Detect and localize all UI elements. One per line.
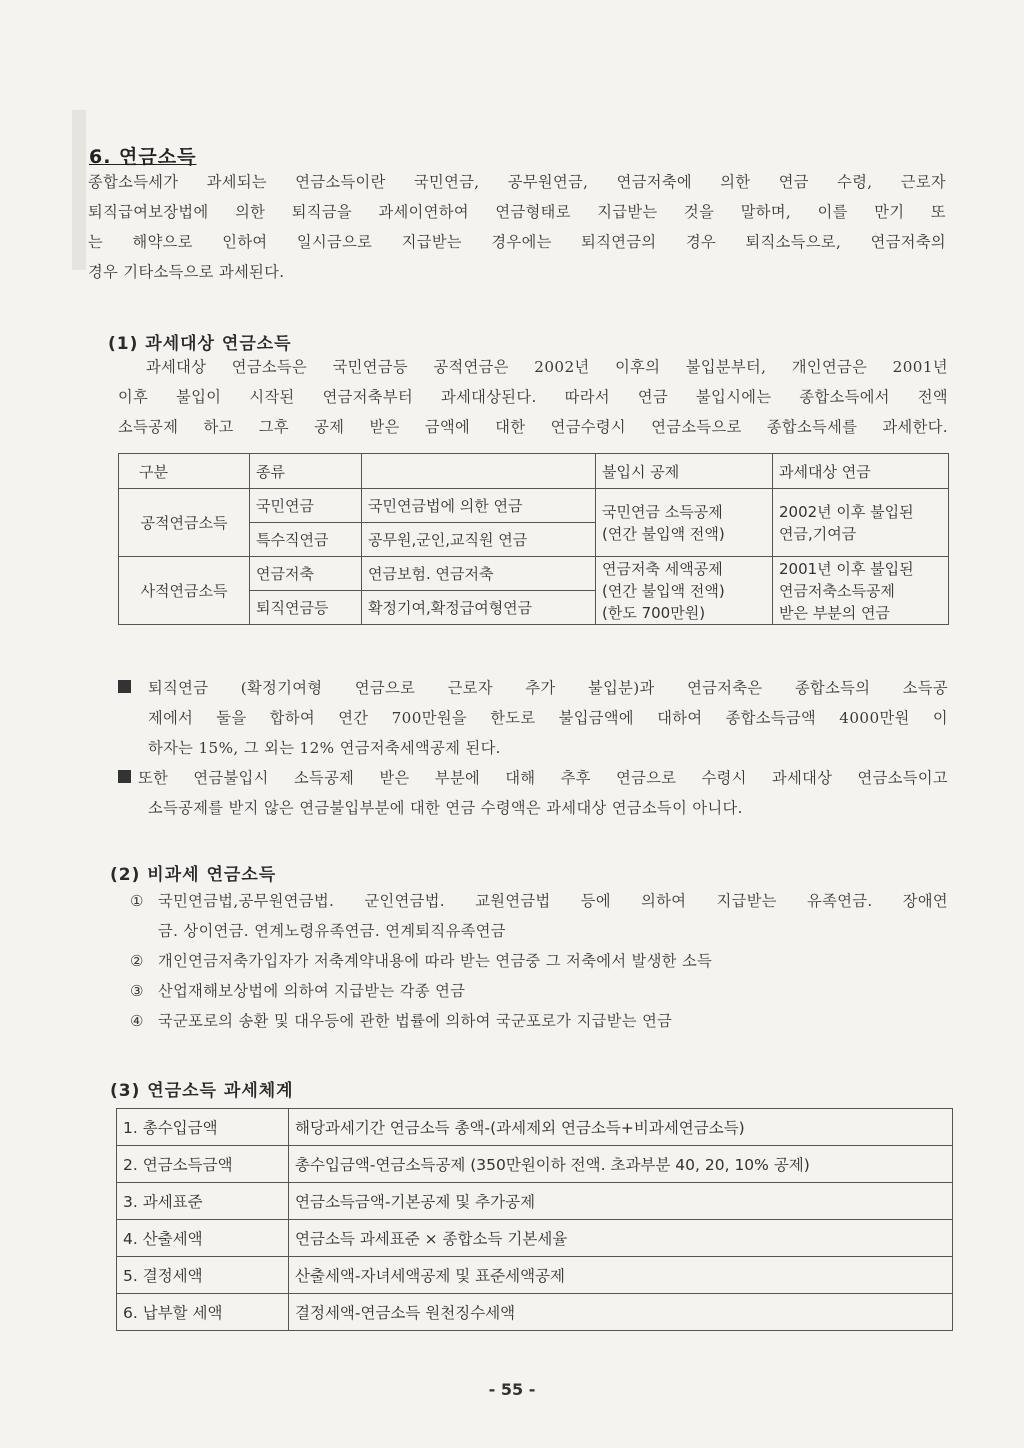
table-row bbox=[117, 1183, 953, 1220]
subsection-1-paragraph bbox=[118, 352, 948, 442]
item-text: 개인연금저축가입자가 저축계약내용에 따라 받는 연금중 그 저축에서 발생한 소득 bbox=[158, 952, 713, 970]
sub1-line: 과세대상 연금소득은 국민연금등 공적연금은 2002년 이후의 불입분부터, 개인연금은 2001년 bbox=[146, 358, 948, 376]
note-item bbox=[118, 673, 948, 763]
note-line: 또한 연금불입시 소득공제 받은 부분에 대해 추후 연금으로 수령시 과세대상 연금소득이고 bbox=[138, 769, 948, 787]
desc-cell: 연금보험. 연금저축 bbox=[362, 557, 596, 591]
square-bullet-icon bbox=[118, 680, 131, 693]
item-number: ② bbox=[130, 952, 145, 970]
intro-line: 는 해약으로 인하여 일시금으로 지급받는 경우에는 퇴직연금의 경우 퇴직소득으로, 연금저축의 bbox=[88, 233, 946, 251]
step-label: 3. 과세표준 bbox=[117, 1183, 289, 1220]
group-label: 사적연금소득 bbox=[119, 557, 250, 625]
item-text: 국군포로의 송환 및 대우등에 관한 법률에 의하여 국군포로가 지급받는 연금 bbox=[158, 1012, 673, 1030]
scan-margin-shade bbox=[72, 110, 86, 270]
item-text: 금. 상이연금. 연계노령유족연금. 연계퇴직유족연금 bbox=[158, 922, 506, 940]
table-row bbox=[117, 1109, 953, 1146]
deduction-cell bbox=[596, 489, 773, 557]
target-line: 연금,기여금 bbox=[779, 524, 857, 543]
table-row bbox=[119, 489, 949, 523]
target-cell bbox=[773, 489, 949, 557]
group-label: 공적연금소득 bbox=[119, 489, 250, 557]
item-text: 산업재해보상법에 의하여 지급받는 각종 연금 bbox=[158, 982, 466, 1000]
header-cell: 과세대상 연금 bbox=[773, 454, 949, 489]
target-cell bbox=[773, 557, 949, 625]
step-desc: 산출세액-자녀세액공제 및 표준세액공제 bbox=[289, 1257, 953, 1294]
target-line: 2001년 이후 불입된 bbox=[779, 559, 914, 578]
header-cell bbox=[362, 454, 596, 489]
tax-structure-table bbox=[116, 1108, 953, 1331]
note-item bbox=[118, 763, 948, 823]
desc-cell: 확정기여,확정급여형연금 bbox=[362, 591, 596, 625]
deduction-line: (연간 불입액 전액) bbox=[602, 524, 725, 543]
desc-cell: 국민연금법에 의한 연금 bbox=[362, 489, 596, 523]
item-number: ③ bbox=[130, 982, 145, 1000]
step-label: 4. 산출세액 bbox=[117, 1220, 289, 1257]
header-cell: 종류 bbox=[250, 454, 362, 489]
note-line: 하자는 15%, 그 외는 12% 연금저축세액공제 된다. bbox=[148, 739, 501, 757]
step-label: 1. 총수입금액 bbox=[117, 1109, 289, 1146]
note-line: 제에서 둘을 합하여 연간 700만원을 한도로 불입금액에 대하여 종합소득금액 4000만원 이 bbox=[148, 709, 948, 727]
type-cell: 특수직연금 bbox=[250, 523, 362, 557]
subsection-3-title: (3) 연금소득 과세체계 bbox=[110, 1081, 294, 1101]
item-number: ① bbox=[130, 892, 145, 910]
table-row bbox=[117, 1257, 953, 1294]
note-line: 퇴직연금 (확정기여형 연금으로 근로자 추가 불입분)과 연금저축은 종합소득의 소득공 bbox=[148, 679, 948, 697]
item-text: 국민연금법,공무원연금법. 군인연금법. 교원연금법 등에 의하여 지급받는 유족연금. 장애연 bbox=[158, 892, 948, 910]
target-line: 2002년 이후 불입된 bbox=[779, 502, 914, 521]
nontaxable-list bbox=[130, 886, 948, 1036]
table-row bbox=[117, 1294, 953, 1331]
deduction-line: 연금저축 세액공제 bbox=[602, 559, 723, 578]
page-number: - 55 - bbox=[488, 1380, 536, 1399]
step-label: 5. 결정세액 bbox=[117, 1257, 289, 1294]
target-line: 받은 부분의 연금 bbox=[779, 603, 890, 622]
table-row bbox=[119, 557, 949, 591]
intro-paragraph bbox=[88, 167, 946, 287]
type-cell: 퇴직연금등 bbox=[250, 591, 362, 625]
step-desc: 연금소득 과세표준 × 종합소득 기본세율 bbox=[289, 1220, 953, 1257]
desc-cell: 공무원,군인,교직원 연금 bbox=[362, 523, 596, 557]
intro-line: 퇴직급여보장법에 의한 퇴직금을 과세이연하여 연금형태로 지급받는 것을 말하며, 이를 만기 또 bbox=[88, 203, 946, 221]
item-number: ④ bbox=[130, 1012, 145, 1030]
step-desc: 총수입금액-연금소득공제 (350만원이하 전액. 초과부분 40, 20, 10% 공제) bbox=[289, 1146, 953, 1183]
subsection-2-title: (2) 비과세 연금소득 bbox=[110, 865, 277, 885]
list-item bbox=[130, 886, 948, 946]
subsection-1-title: (1) 과세대상 연금소득 bbox=[108, 334, 292, 354]
section-title: 6. 연금소득 bbox=[89, 146, 197, 168]
deduction-cell bbox=[596, 557, 773, 625]
table-row bbox=[117, 1220, 953, 1257]
table-row bbox=[117, 1146, 953, 1183]
list-item bbox=[130, 946, 948, 976]
square-bullet-icon bbox=[118, 770, 131, 783]
step-label: 6. 납부할 세액 bbox=[117, 1294, 289, 1331]
list-item bbox=[130, 1006, 948, 1036]
deduction-line: 국민연금 소득공제 bbox=[602, 502, 723, 521]
deduction-line: (연간 불입액 전액) bbox=[602, 581, 725, 600]
pension-type-table bbox=[118, 453, 949, 625]
type-cell: 국민연금 bbox=[250, 489, 362, 523]
step-label: 2. 연금소득금액 bbox=[117, 1146, 289, 1183]
step-desc: 결정세액-연금소득 원천징수세액 bbox=[289, 1294, 953, 1331]
table-header-row bbox=[119, 454, 949, 489]
header-cell: 불입시 공제 bbox=[596, 454, 773, 489]
deduction-line: (한도 700만원) bbox=[602, 603, 706, 622]
step-desc: 연금소득금액-기본공제 및 추가공제 bbox=[289, 1183, 953, 1220]
intro-line: 경우 기타소득으로 과세된다. bbox=[88, 263, 285, 281]
note-line: 소득공제를 받지 않은 연금불입부분에 대한 연금 수령액은 과세대상 연금소득이 아니다. bbox=[148, 799, 743, 817]
header-cell: 구분 bbox=[119, 454, 250, 489]
step-desc: 해당과세기간 연금소득 총액-(과세제외 연금소득+비과세연금소득) bbox=[289, 1109, 953, 1146]
list-item bbox=[130, 976, 948, 1006]
type-cell: 연금저축 bbox=[250, 557, 362, 591]
sub1-line: 이후 불입이 시작된 연금저축부터 과세대상된다. 따라서 연금 불입시에는 종합소득에서 전액 bbox=[118, 388, 948, 406]
sub1-line: 소득공제 하고 그후 공제 받은 금액에 대한 연금수령시 연금소득으로 종합소득세를 과세한다. bbox=[118, 418, 948, 436]
intro-line: 종합소득세가 과세되는 연금소득이란 국민연금, 공무원연금, 연금저축에 의한 연금 수령, 근로자 bbox=[88, 173, 946, 191]
target-line: 연금저축소득공제 bbox=[779, 581, 895, 600]
